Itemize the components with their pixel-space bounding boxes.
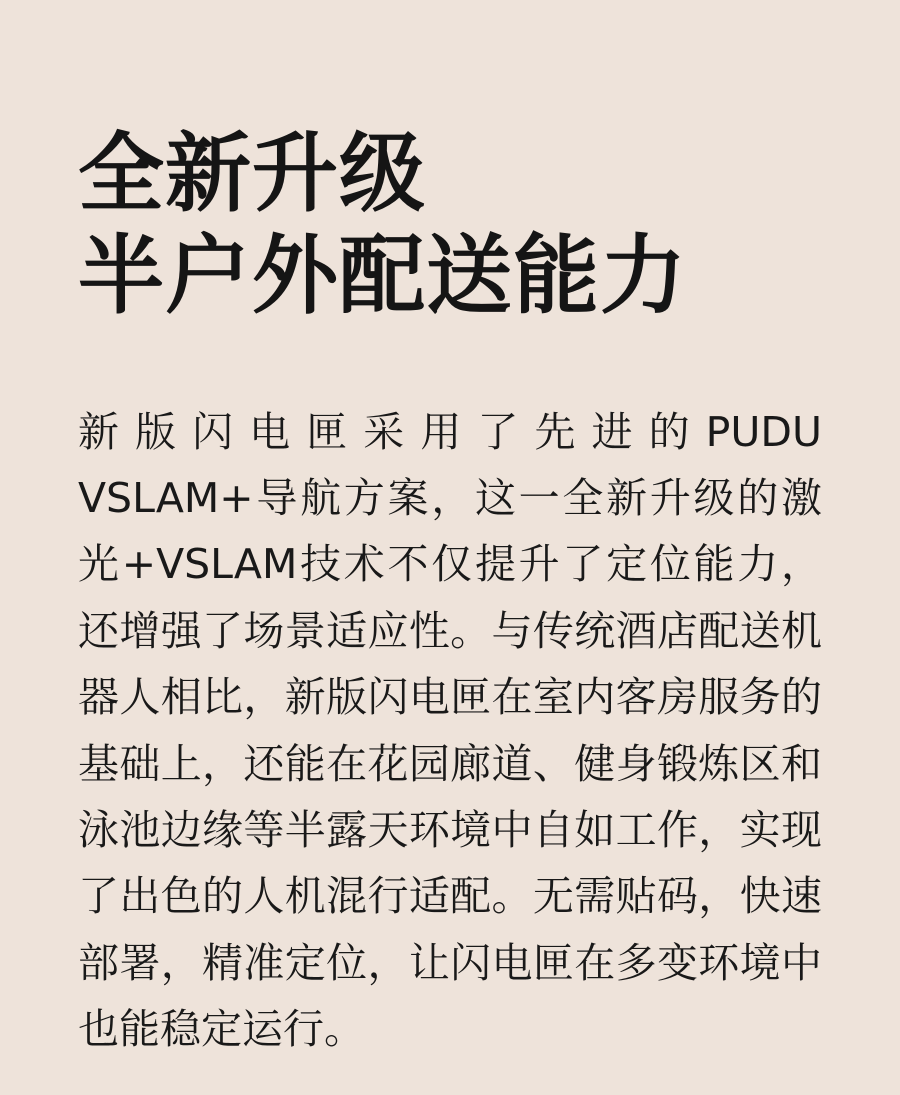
headline-line-2: 半户外配送能力 <box>78 226 687 327</box>
headline-block <box>78 0 822 325</box>
headline-line-1: 全新升级 <box>78 124 426 224</box>
body-paragraph: 新版闪电匣采用了先进的PUDU VSLAM+导航方案，这一全新升级的激光+VSLAM技术不仅提升了定位能力，还增强了场景适应性。与传统酒店配送机器人相比，新版闪电匣在室内客房服务的基础上，还能在花园廊道、健身锻炼区和泳池边缘等半露天环境中自如工作，实现了出色的人机混行适配。无需贴码，快速部署，精准定位，让闪电匣在多变环境中也能稳定运行。 <box>78 407 822 1054</box>
